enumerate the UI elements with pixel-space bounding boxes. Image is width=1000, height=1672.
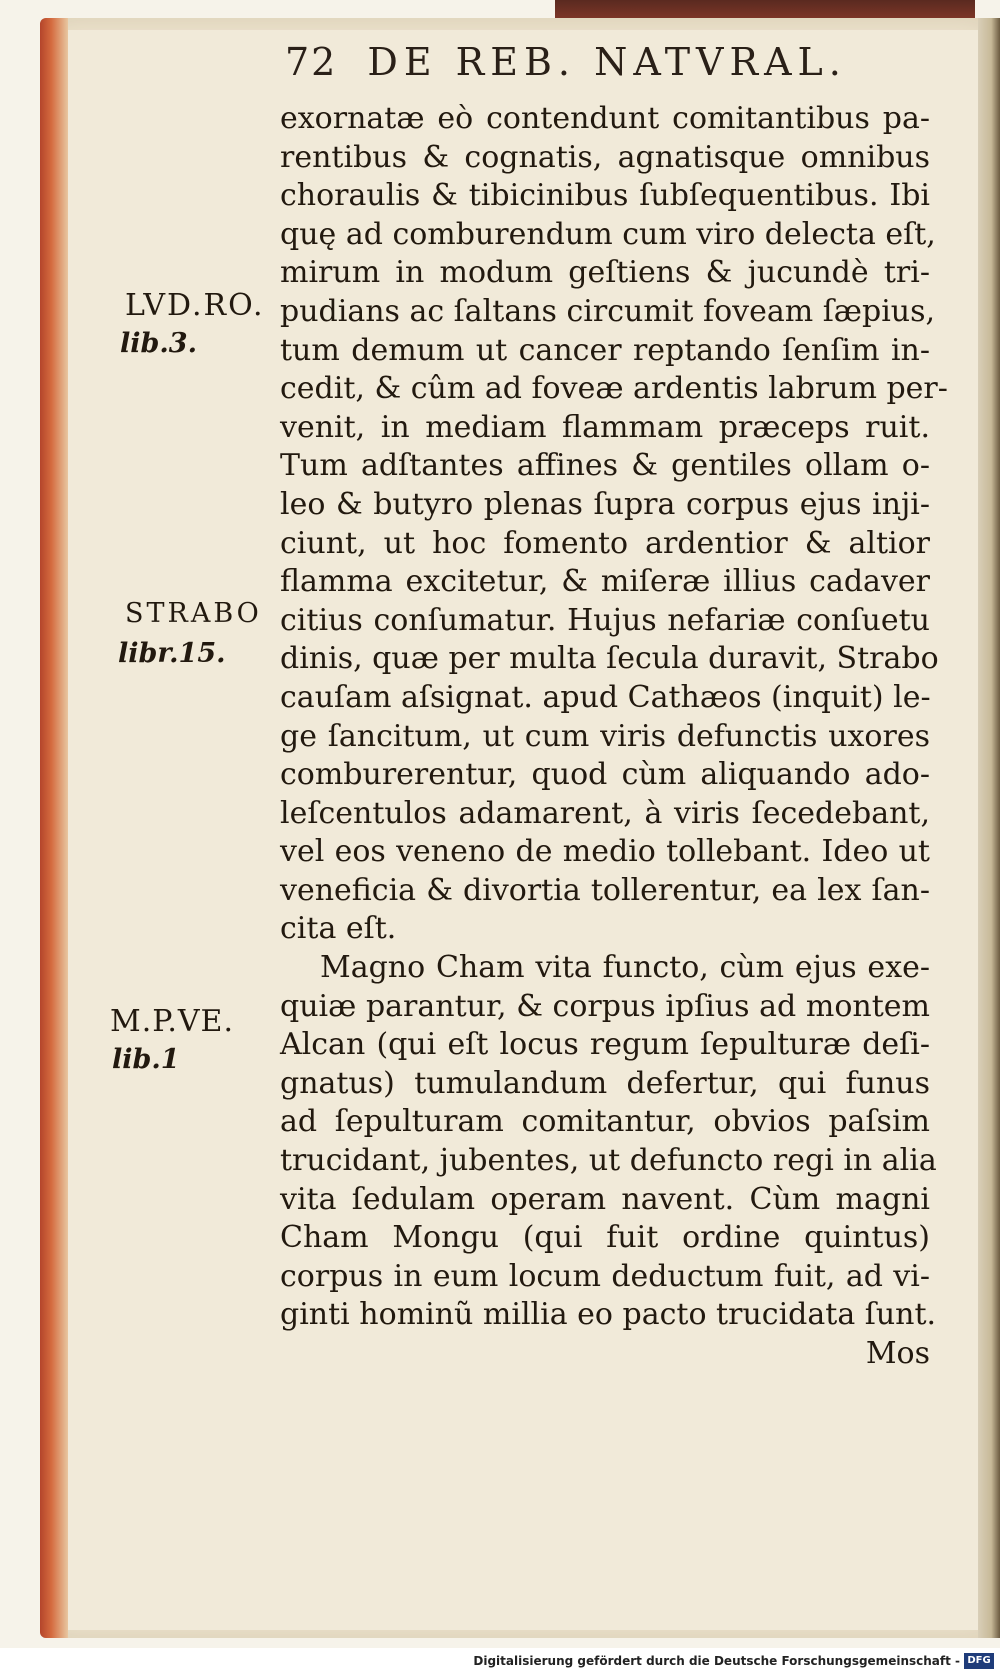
text-line: exornatæ eò contendunt comitantibus pa-: [280, 101, 930, 136]
margin-note-sub: lib.1: [112, 1044, 180, 1075]
running-title: DE REB. NATVRAL.: [367, 40, 847, 84]
text-line: quę ad comburendum cum viro delecta eſt,: [280, 216, 936, 252]
text-line: Cham Mongu (qui fuit ordine quintus): [280, 1220, 930, 1256]
catchword: Mos: [865, 1336, 930, 1371]
text-line: cita eſt.: [280, 911, 397, 947]
margin-note-sub: libr.15.: [118, 638, 226, 669]
text-line: veneficia & divortia tollerentur, ea lex ſan-: [280, 872, 930, 908]
page-edge-right: [978, 18, 1000, 1638]
text-line: flamma excitetur, & miſeræ illius cadaver: [280, 564, 930, 600]
text-line: mirum in modum geſtiens & jucundè tri-: [280, 255, 930, 291]
text-line: Tum adſtantes affines & gentiles ollam o-: [280, 448, 930, 484]
text-line: vita ſedulam operam navent. Cùm magni: [280, 1181, 930, 1217]
text-line: ad ſepulturam comitantur, obvios paſsim: [280, 1104, 930, 1140]
margin-note-label: STRABO: [125, 598, 262, 629]
text-line: tum demum ut cancer reptando ſenſim in-: [280, 332, 930, 368]
text-line: cedit, & cûm ad foveæ ardentis labrum per-: [280, 371, 948, 407]
text-line: ginti hominũ millia eo pacto trucidata ſunt.: [280, 1297, 937, 1333]
text-line: leſcentulos adamarent, à viris ſecedebant,: [280, 795, 930, 831]
text-line: corpus in eum locum deductum fuit, ad vi-: [280, 1258, 930, 1294]
text-line: Magno Cham vita functo, cùm ejus exe-: [320, 950, 930, 986]
text-line: Alcan (qui eſt locus regum ſepulturæ deſi-: [280, 1027, 930, 1063]
text-line: leo & butyro plenas ſupra corpus ejus inji-: [280, 486, 930, 522]
text-line: trucidant, jubentes, ut defuncto regi in alia: [280, 1143, 937, 1179]
margin-note-label: M.P.VE.: [110, 1004, 234, 1039]
text-line: gnatus) tumulandum defertur, qui funus: [280, 1065, 930, 1101]
text-line: ge ſancitum, ut cum viris defunctis uxores: [280, 718, 930, 754]
page-number: 72: [285, 40, 338, 84]
text-line: cauſam aſsignat. apud Cathæos (inquit) le-: [280, 679, 931, 715]
text-line: venit, in mediam flammam præceps ruit.: [280, 409, 930, 445]
text-line: vel eos veneno de medio tollebant. Ideo ut: [280, 834, 930, 870]
text-line: ciunt, ut hoc fomento ardentior & altior: [280, 525, 930, 561]
margin-note-sub: lib.3.: [120, 328, 197, 359]
footer-bar: [0, 1648, 1000, 1672]
text-line: pudians ac ſaltans circumit foveam ſæpius,: [280, 293, 936, 329]
margin-note-label: LVD.RO.: [125, 288, 265, 323]
text-line: quiæ parantur, & corpus ipſius ad montem: [280, 988, 930, 1024]
text-line: rentibus & cognatis, agnatisque omnibus: [280, 139, 930, 175]
footer-credit: Digitalisierung gefördert durch die Deutsche Forschungsgemeinschaft -: [473, 1654, 960, 1668]
text-line: comburerentur, quod cùm aliquando ado-: [280, 757, 930, 793]
text-line: dinis, quæ per multa ſecula duravit, Strabo: [280, 641, 939, 677]
dfg-logo-icon: DFG: [964, 1653, 994, 1669]
text-line: citius conſumatur. Hujus nefariæ conſuetu: [280, 602, 930, 638]
page-edge-left: [40, 18, 68, 1638]
running-header: [285, 40, 847, 84]
body-text: [280, 100, 948, 1374]
text-line: choraulis & tibicinibus ſubſequentibus. Ibi: [280, 178, 930, 214]
